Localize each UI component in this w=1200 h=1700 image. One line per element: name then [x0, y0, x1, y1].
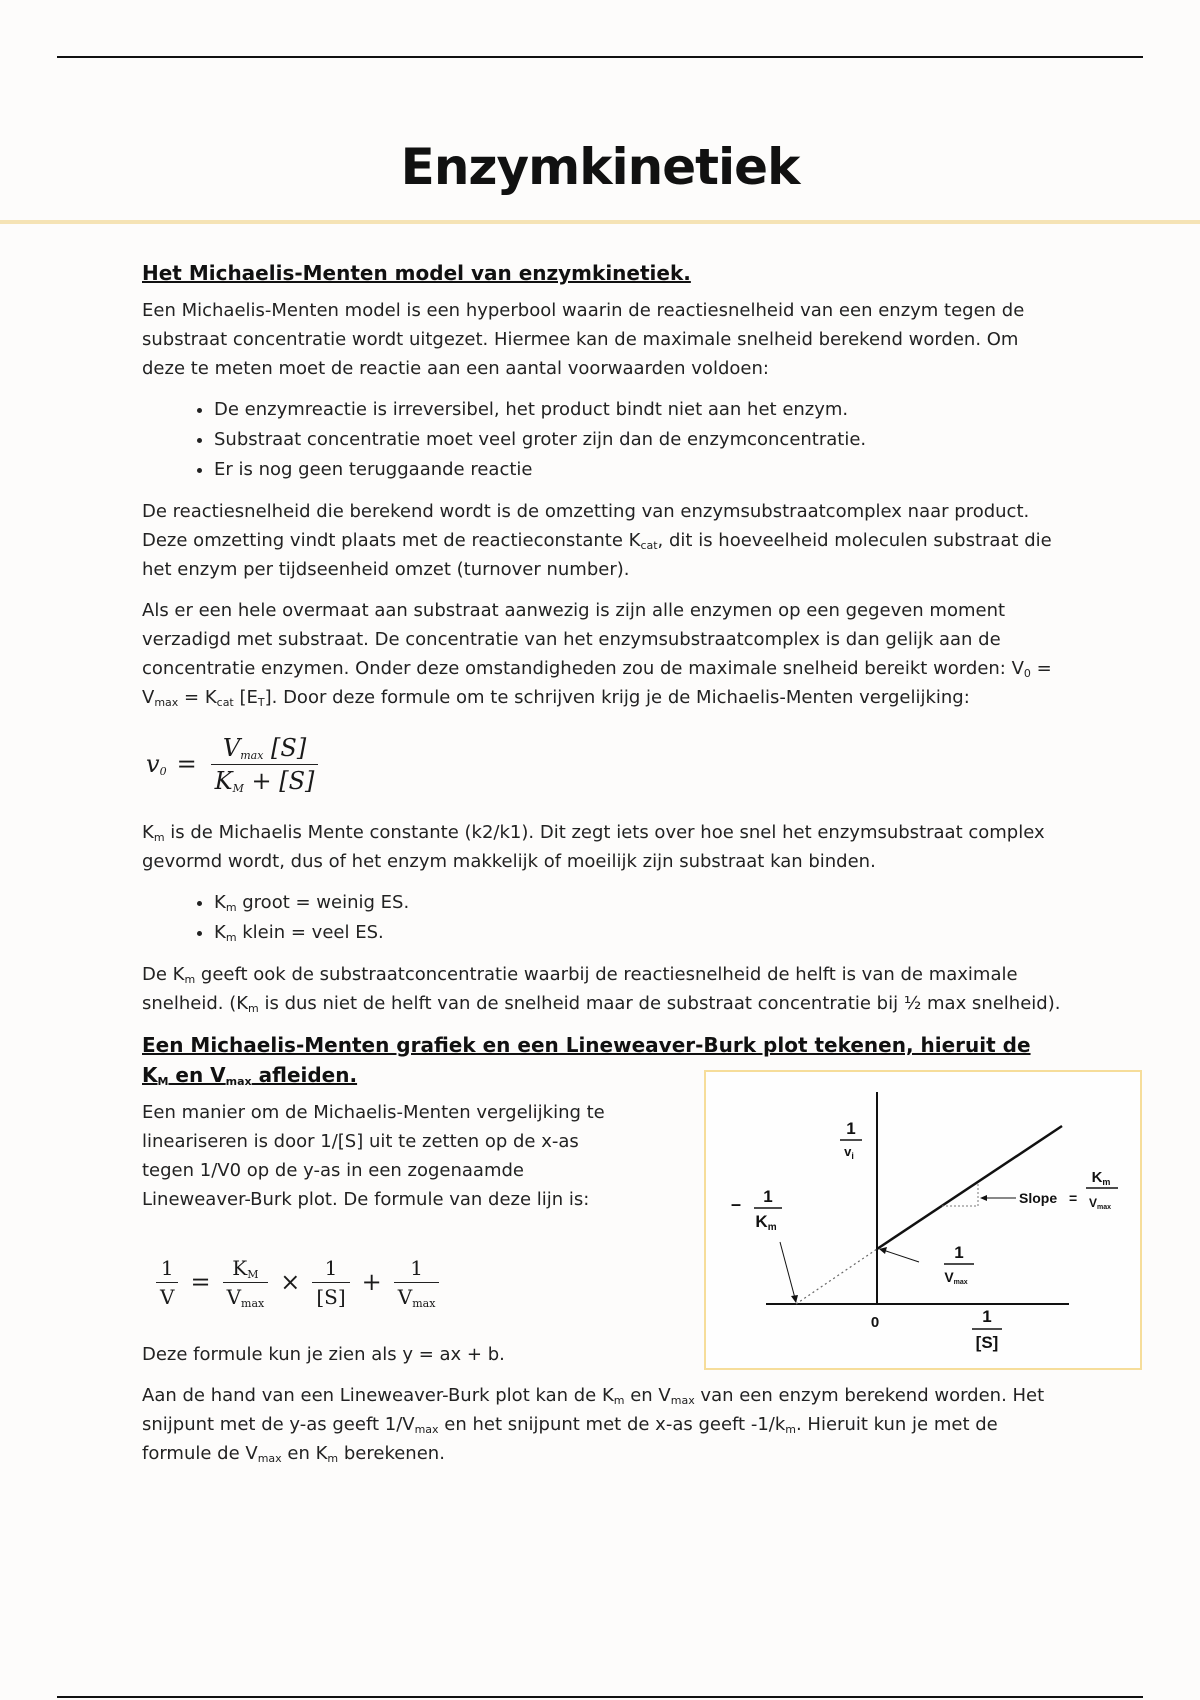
list-item: • $K_m$ klein = veel ES. [214, 918, 1062, 948]
saturation-paragraph: Als er een hele overmaat aan substraat aanwezig is zijn alle enzymen op een gegeven moment verzadigd met substraat. De concentratie van het enzymsubstraatcomplex is dan gelijk aan de concentratie enzymen. Onder deze omstandigheden zou de maximale snelheid bereikt worden: $V_0 = V_{max} = K_{cat}$ $[E_T]$. Door deze formule om te schrijven krijg je de Michaelis-Menten vergelijking: [142, 600, 1052, 709]
km-paragraph: $K_m$ is de Michaelis Mente constante (k2/k1). Dit zegt iets over hoe snel het enzymsubstraat complex gevormd wordt, dus of het enzym makkelijk of moeilijk zijn substraat kan binden. [142, 822, 1045, 872]
x-axis-label-numerator: 1 [982, 1307, 992, 1326]
xint-denominator: Km [755, 1212, 777, 1233]
plot-svg [706, 1072, 1140, 1368]
list-item: • De enzymreactie is irreversibel, het product bindt niet aan het enzym. [214, 395, 1062, 425]
xint-arrowhead [791, 1295, 798, 1303]
lineweaver-text [142, 1098, 622, 1381]
lineweaver-burk-plot [704, 1070, 1142, 1370]
linear-form-note: Deze formule kun je zien als y = ax + b. [142, 1344, 505, 1365]
document-body [142, 258, 1112, 1480]
xint-pointer [780, 1242, 796, 1302]
top-rule [57, 56, 1143, 58]
section-heading-michaelis-menten: Het Michaelis-Menten model van enzymkinetiek. [142, 261, 691, 285]
xint-numerator: 1 [763, 1187, 773, 1206]
x-axis-label-denominator: [S] [975, 1333, 999, 1352]
lineweaver-burk-equation: $\frac{1}{V}$ = $\frac{K_M}{V_{max}}$ × $\frac{1}{[S]}$ + $\frac{1}{V_{max}}$ [152, 1242, 622, 1322]
slope-label: Slope [1019, 1190, 1058, 1206]
plot-line [877, 1126, 1062, 1249]
lineweaver-section [142, 1098, 1112, 1381]
michaelis-menten-equation: $v_0$ = $\frac{V_{max} [S]}{K_M + [S]}$ [146, 724, 1062, 804]
bottom-rule [57, 1696, 1143, 1698]
slope-equals: = [1069, 1190, 1078, 1206]
yint-numerator: 1 [954, 1243, 964, 1262]
origin-label: 0 [870, 1314, 880, 1331]
km-half-paragraph: De $K_m$ geeft ook de substraatconcentratie waarbij de reactiesnelheid de helft is van de maximale snelheid. ($K_m$ is dus niet de helft van de snelheid maar de substraat concentratie bij ½ max snelheid). [142, 964, 1061, 1015]
slope-numerator: $K_m$ [1091, 1169, 1111, 1187]
y-axis-label-denominator: $v_i$ [844, 1144, 854, 1161]
linearize-paragraph: Een manier om de Michaelis-Menten vergelijking te lineariseren is door 1/[S] uit te zetten op de x-as tegen 1/V0 op de y-as in een zogenaamde Lineweaver-Burk plot. De formule van deze lijn is: [142, 1102, 605, 1210]
conclusion-paragraph: Aan de hand van een Lineweaver-Burk plot kan de $K_m$ en $V_{max}$ van een enzym berekend worden. Het snijpunt met de y-as geeft $1/V_{max}$ en het snijpunt met de x-as geeft $-1/k_m$. Hieruit kun je met de formule de $V_{max}$ en $K_m$ berekenen. [142, 1385, 1045, 1465]
slope-denominator: Vmax [1088, 1196, 1112, 1211]
y-axis-label-numerator: 1 [846, 1119, 856, 1138]
intro-paragraph: Een Michaelis-Menten model is een hyperbool waarin de reactiesnelheid van een enzym tegen de substraat concentratie wordt uitgezet. Hiermee kan de maximale snelheid berekend worden. Om deze te meten moet de reactie aan een aantal voorwaarden voldoen: [142, 300, 1025, 379]
extrapolation-line [796, 1249, 877, 1304]
km-list [142, 888, 1062, 948]
slope-arrowhead [980, 1195, 987, 1201]
list-item: • Er is nog geen teruggaande reactie [214, 455, 1062, 485]
yint-denominator: Vmax [944, 1269, 968, 1286]
kcat-paragraph: De reactiesnelheid die berekend wordt is de omzetting van enzymsubstraatcomplex naar product. Deze omzetting vindt plaats met de reactieconstante $K_{cat}$, dit is hoeveelheid moleculen substraat die het enzym per tijdseenheid omzet (turnover number). [142, 501, 1052, 580]
page-title: Enzymkinetiek [400, 138, 800, 196]
xint-neg-sign: – [730, 1194, 742, 1214]
list-item: • $K_m$ groot = weinig ES. [214, 888, 1062, 918]
list-item: • Substraat concentratie moet veel groter zijn dan de enzymconcentratie. [214, 425, 1062, 455]
conditions-list [142, 395, 1062, 485]
section-heading-lineweaver-burk: Een Michaelis-Menten grafiek en een Lineweaver-Burk plot tekenen, hieruit de $K_M$ en $V_{max}$ afleiden. [142, 1033, 1031, 1088]
